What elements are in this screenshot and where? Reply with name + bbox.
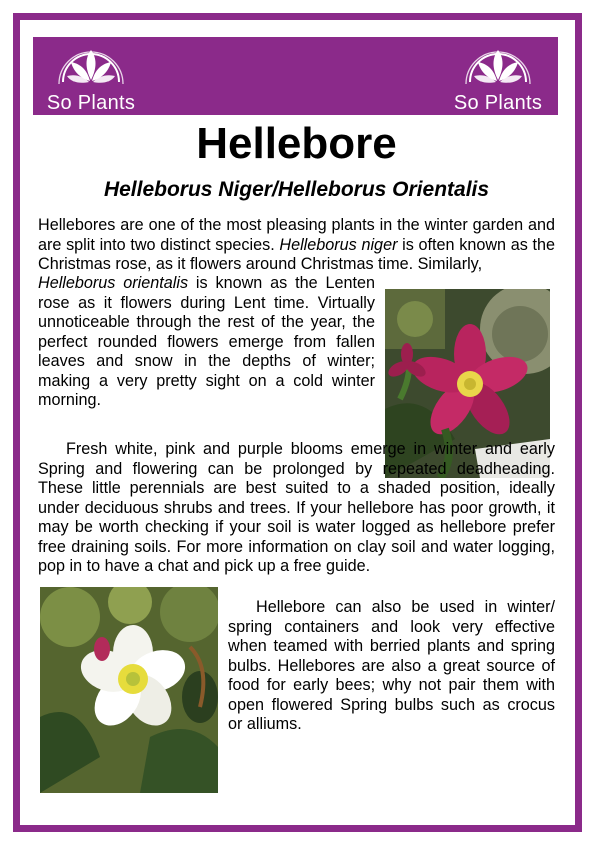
paragraph-uses: Hellebore can also be used in winter/ spring containers and look very effective when teamed with berried plants and spring bulbs. Hellebores are also a great source of food for early bees; why not pair them with open flowered Spring bulbs such as crocus or alliums. xyxy=(228,598,555,733)
paragraph-care: Fresh white, pink and purple blooms emerge in winter and early Spring and flowering can be prolonged by repeated deadheading. These little perennials are best suited to a shaded position, ideally under deciduous shrubs and trees. If your hellebore has poor growth, it may be worth checking if your soil is water logged as hellebore prefer free draining soils. For more information on clay soil and water logging, pop in to have a chat and pick up a free guide. xyxy=(38,440,555,575)
page-title: Hellebore xyxy=(196,119,397,168)
brand-logo-left xyxy=(41,37,141,115)
white-hellebore-photo xyxy=(40,587,218,793)
brand-name: So Plants xyxy=(46,92,136,114)
brand-name: So Plants xyxy=(453,92,543,114)
page-subtitle: Helleborus Niger/Helleborus Orientalis xyxy=(103,178,490,201)
paragraph-intro: Hellebores are one of the most pleasing plants in the winter garden and are split into two distinct species. Helleborus niger is often known as the Christmas rose, as it flowers around Christmas time. Similarly, xyxy=(38,216,556,273)
leaf-logo-icon xyxy=(55,38,127,94)
paragraph-intro-continued: Helleborus orientalis is known as the Lenten rose as it flowers during Lent time. Virtually unnoticeable through the rest of the year, the perfect rounded flowers emerge from fallen leaves and snow in the depths of winter; making a very pretty sight on a cold winter morning. xyxy=(38,274,375,409)
leaf-logo-icon xyxy=(462,38,534,94)
brand-logo-right xyxy=(448,37,548,115)
header-banner xyxy=(33,37,558,115)
